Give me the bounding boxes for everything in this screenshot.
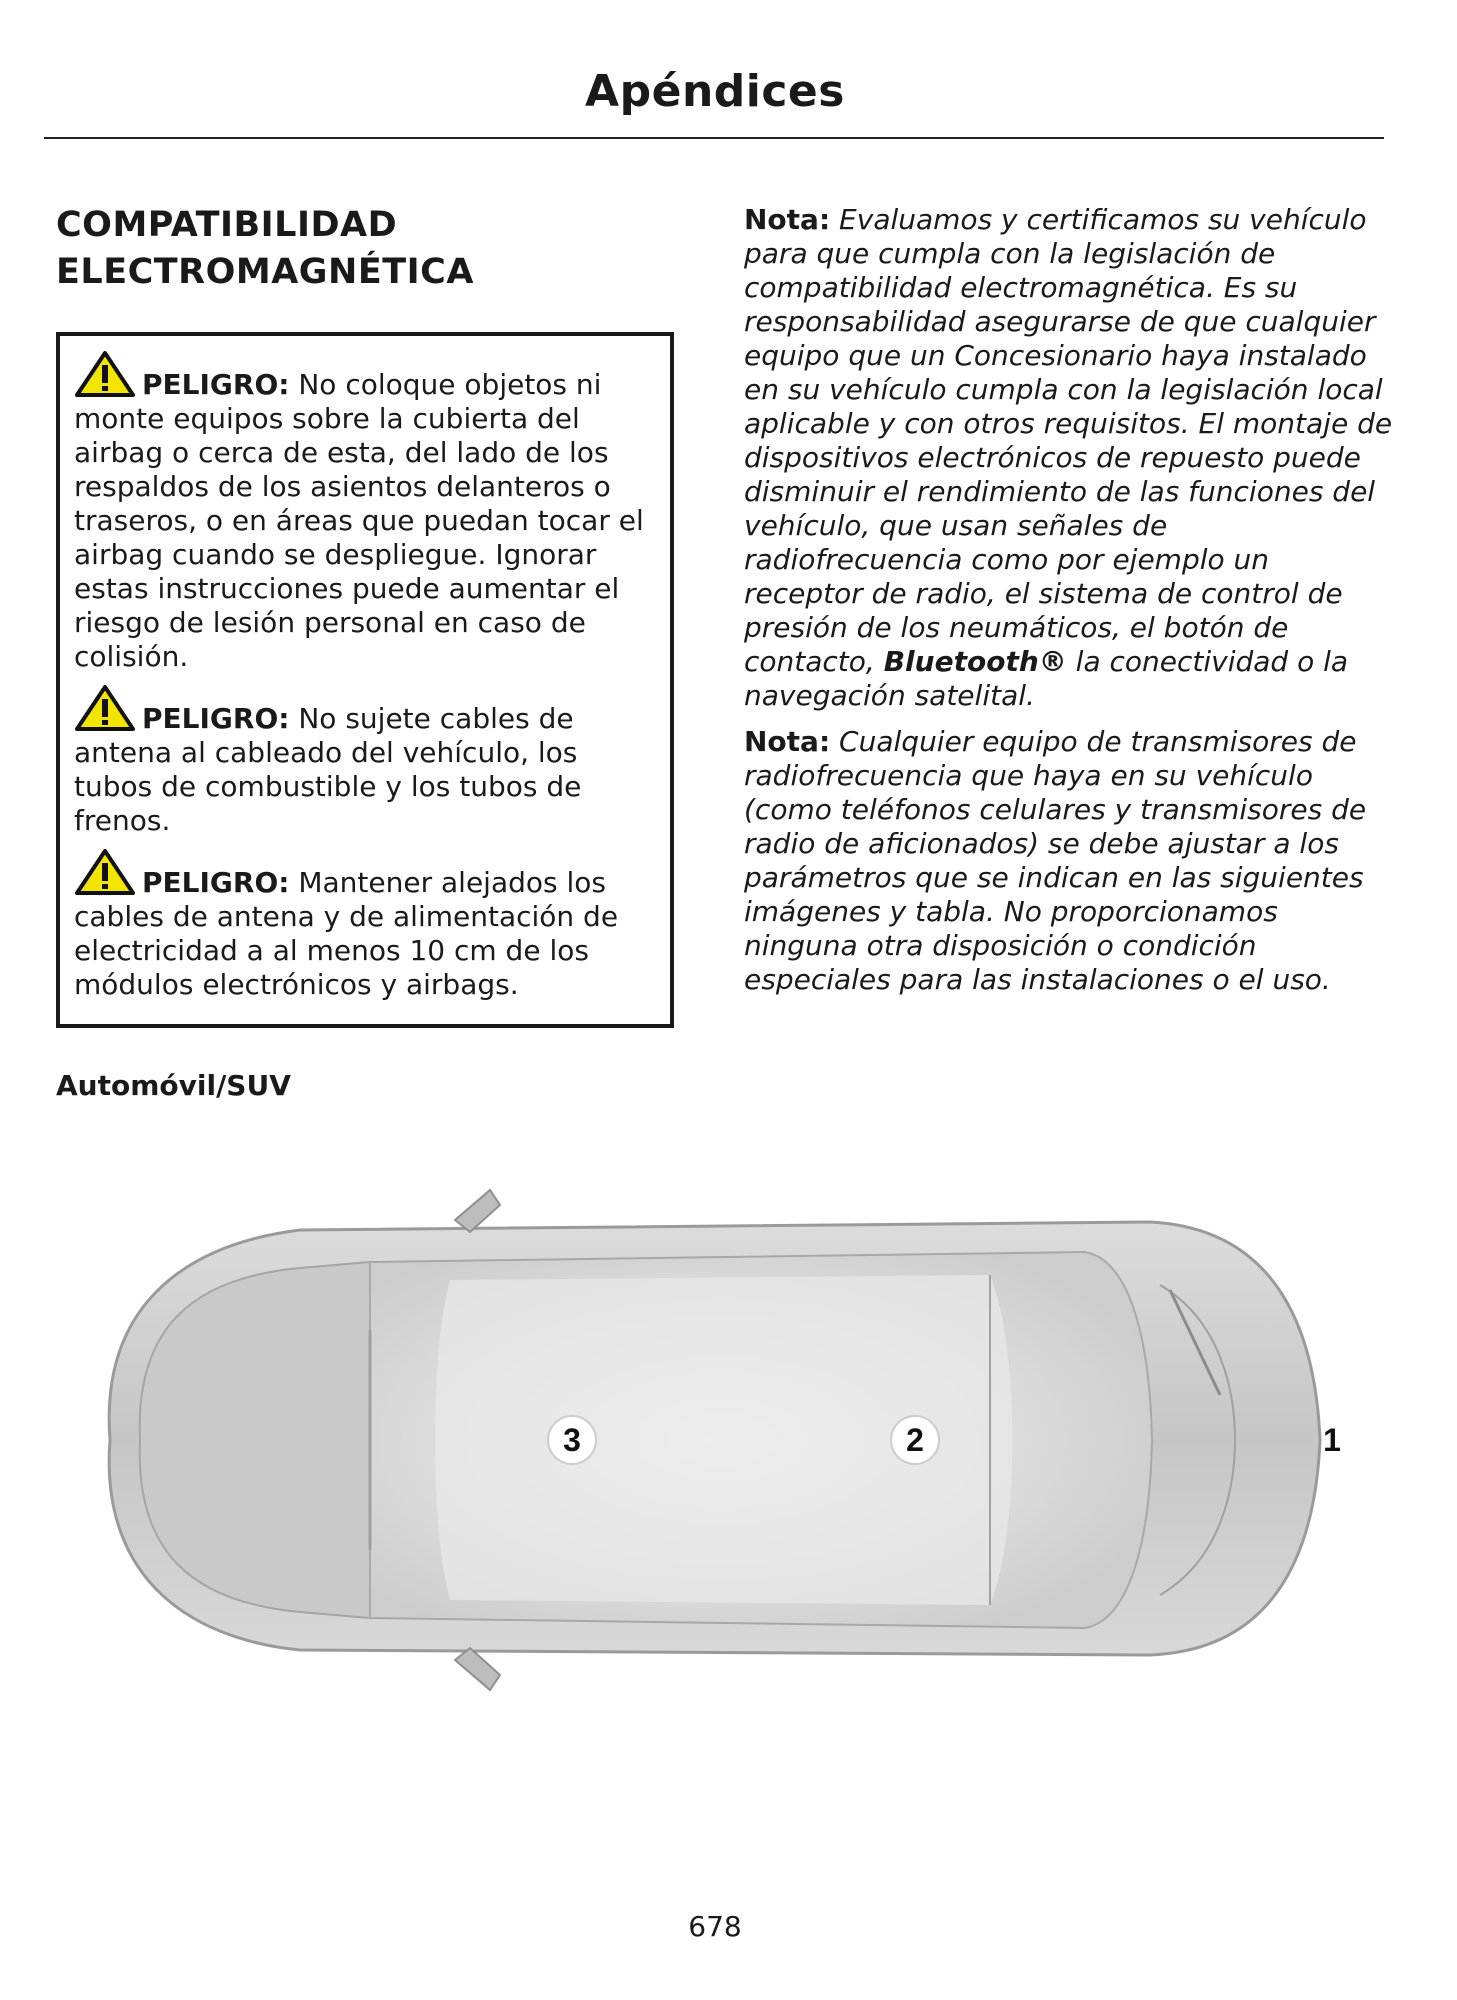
car-body bbox=[109, 1190, 1320, 1690]
page-number: 678 bbox=[688, 1910, 742, 1943]
section-title-line1: COMPATIBILIDAD bbox=[56, 205, 398, 245]
callout-1-label: 1 bbox=[1323, 1422, 1341, 1458]
note-1 bbox=[744, 203, 1394, 713]
callout-3-label: 3 bbox=[563, 1422, 581, 1458]
warning-1-text: No coloque objetos ni monte equipos sobre la cubierta del airbag o cerca de esta, del lado de los respaldos de los asientos delanteros o traseros, o en áreas que puedan tocar el airbag cuando se despliegue. Ignorar estas instrucciones puede aumentar el riesgo de lesión personal en caso de colisión. bbox=[74, 368, 644, 673]
note-1-text-after: la conectividad o la navegación satelital. bbox=[744, 645, 1349, 712]
notes-column bbox=[744, 203, 1394, 1009]
warning-2-text: No sujete cables de antena al cableado del vehículo, los tubos de combustible y los tubos de frenos. bbox=[74, 702, 582, 837]
warning-triangle-icon bbox=[74, 684, 136, 732]
header-divider bbox=[44, 137, 1384, 139]
warning-3-text: Mantener alejados los cables de antena y de alimentación de electricidad a al menos 10 cm de los módulos electrónicos y airbags. bbox=[74, 866, 619, 1001]
note-2-text: Cualquier equipo de transmisores de radiofrecuencia que haya en su vehículo (como teléfonos celulares y transmisores de radio de aficionados) se debe ajustar a los parámetros que se indican en las siguientes imágenes y tabla. No proporcionamos ninguna otra disposición o condición especiales para las instalaciones o el uso. bbox=[744, 725, 1367, 996]
callout-2 bbox=[891, 1416, 939, 1464]
car-top-view-illustration bbox=[70, 1150, 1350, 1720]
callout-3 bbox=[548, 1416, 596, 1464]
note-1-emphasis: Bluetooth® bbox=[883, 645, 1067, 678]
warning-1-label: PELIGRO: bbox=[142, 368, 290, 401]
figure-subheading: Automóvil/SUV bbox=[56, 1069, 291, 1102]
warning-2 bbox=[74, 684, 658, 838]
note-2-label: Nota: bbox=[744, 725, 831, 758]
note-1-label: Nota: bbox=[744, 203, 831, 236]
warning-triangle-icon bbox=[74, 350, 136, 398]
warning-3-label: PELIGRO: bbox=[142, 866, 290, 899]
page-header-title: Apéndices bbox=[585, 66, 845, 117]
callout-1 bbox=[1323, 1422, 1341, 1458]
warning-box bbox=[56, 332, 674, 1028]
section-title bbox=[56, 202, 676, 296]
warning-2-label: PELIGRO: bbox=[142, 702, 290, 735]
note-2 bbox=[744, 725, 1394, 997]
section-title-line2: ELECTROMAGNÉTICA bbox=[56, 252, 474, 292]
warning-3 bbox=[74, 848, 658, 1002]
warning-triangle-icon bbox=[74, 848, 136, 896]
note-1-text-before: Evaluamos y certificamos su vehículo para que cumpla con la legislación de compatibilidad electromagnética. Es su responsabilidad asegurarse de que cualquier equipo que un Concesionario haya instalado en su vehículo cumpla con la legislación local aplicable y con otros requisitos. El montaje de dispositivos electrónicos de repuesto puede disminuir el rendimiento de las funciones del vehículo, que usan señales de radiofrecuencia como por ejemplo un receptor de radio, el sistema de control de presión de los neumáticos, el botón de contacto, bbox=[744, 203, 1393, 678]
warning-1 bbox=[74, 350, 658, 674]
callout-2-label: 2 bbox=[906, 1422, 924, 1458]
